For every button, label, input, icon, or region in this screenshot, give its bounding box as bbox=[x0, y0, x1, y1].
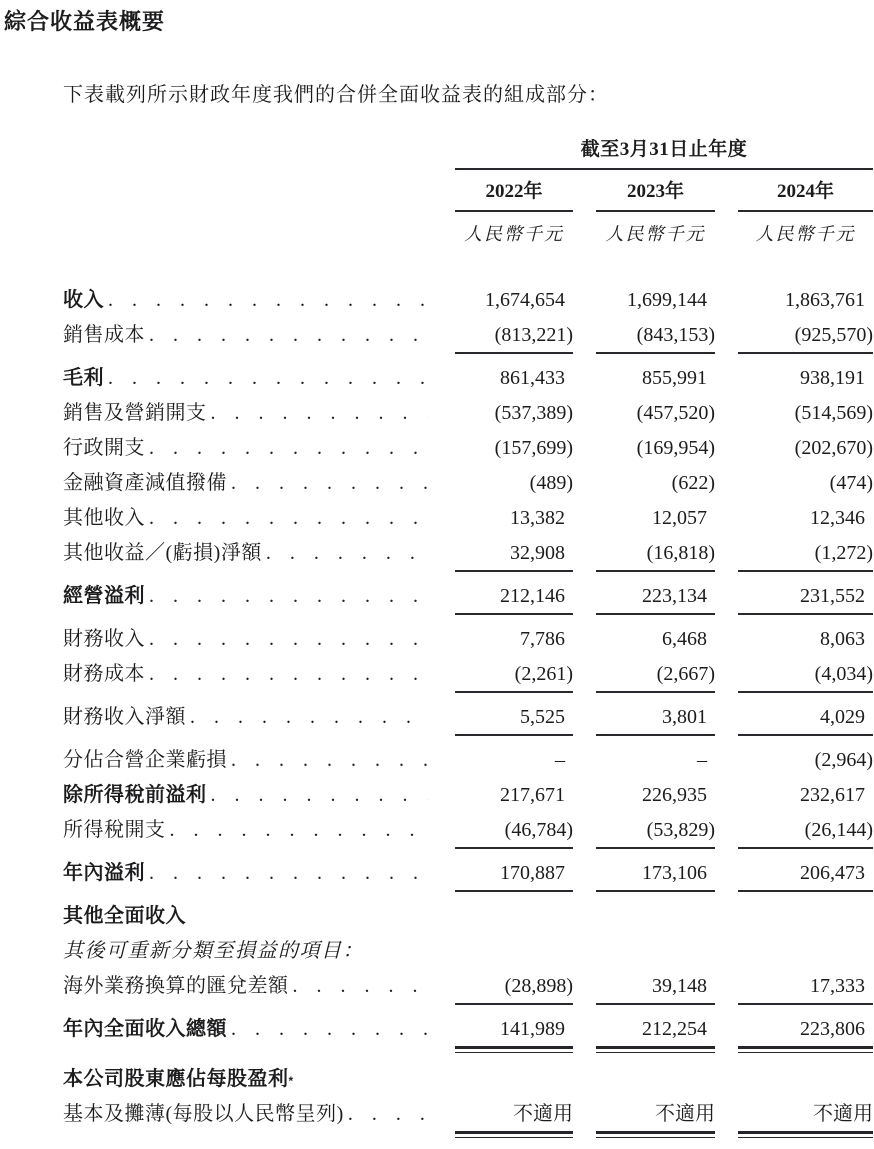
value-2024 bbox=[738, 1061, 873, 1096]
row-label: 財務收入 bbox=[63, 628, 145, 650]
row-label-cell bbox=[63, 933, 432, 968]
row-label: 其他收入 bbox=[63, 507, 145, 529]
table-row bbox=[63, 742, 873, 777]
table-header-years-row bbox=[63, 170, 873, 212]
dot-leaders bbox=[149, 862, 428, 884]
value-2022: (813,221) bbox=[455, 317, 573, 354]
row-label-cell bbox=[63, 742, 432, 777]
value-2024: 17,333 bbox=[738, 968, 873, 1005]
table-body bbox=[63, 282, 873, 1134]
period-header: 截至3月31日止年度 bbox=[455, 138, 873, 170]
dot-leaders bbox=[293, 975, 429, 997]
value-2024: 938,191 bbox=[800, 367, 865, 389]
dot-leaders bbox=[211, 402, 429, 424]
row-label: 分佔合營企業虧損 bbox=[63, 749, 227, 771]
table-row bbox=[63, 968, 873, 1005]
table-row bbox=[63, 656, 873, 693]
value-2023: 不適用 bbox=[596, 1096, 715, 1134]
row-label-cell bbox=[63, 500, 432, 535]
value-2023: – bbox=[697, 749, 707, 771]
table-row bbox=[63, 360, 873, 395]
row-label-cell bbox=[63, 395, 432, 430]
value-2022: 13,382 bbox=[510, 507, 565, 529]
dot-leaders bbox=[149, 324, 428, 346]
unit-label-2022: 人民幣千元 bbox=[464, 224, 564, 244]
row-label-cell bbox=[63, 898, 432, 933]
value-2024: 232,617 bbox=[800, 784, 865, 806]
row-label: 年內全面收入總額 bbox=[63, 1018, 227, 1040]
header-spacer bbox=[63, 212, 432, 246]
table-row bbox=[63, 500, 873, 535]
table-row bbox=[63, 317, 873, 354]
row-label: 行政開支 bbox=[63, 437, 145, 459]
dot-leaders bbox=[211, 784, 429, 806]
value-2022: (2,261) bbox=[455, 656, 573, 693]
row-label: 財務收入淨額 bbox=[63, 706, 186, 728]
dot-leaders bbox=[149, 437, 428, 459]
dot-leaders bbox=[108, 289, 428, 311]
value-2024: (1,272) bbox=[738, 535, 873, 572]
row-label: 除所得稅前溢利 bbox=[63, 784, 207, 806]
table-row bbox=[63, 578, 873, 615]
value-2022: 5,525 bbox=[455, 699, 573, 736]
value-2022: 141,989 bbox=[455, 1011, 573, 1049]
value-2022: 7,786 bbox=[520, 628, 565, 650]
row-label: 其他收益／(虧損)淨額 bbox=[63, 542, 262, 564]
dot-leaders bbox=[231, 472, 428, 494]
value-2023: 12,057 bbox=[652, 507, 707, 529]
row-label-cell bbox=[63, 777, 432, 812]
dot-leaders bbox=[108, 367, 428, 389]
dot-leaders bbox=[266, 542, 428, 564]
value-2022 bbox=[455, 898, 573, 933]
value-2022: (28,898) bbox=[455, 968, 573, 1005]
value-2022 bbox=[455, 933, 573, 968]
dot-leaders bbox=[149, 507, 428, 529]
value-2024: 12,346 bbox=[810, 507, 865, 529]
row-label-cell bbox=[63, 282, 432, 317]
value-2024: 4,029 bbox=[738, 699, 873, 736]
row-label: 年內溢利 bbox=[63, 862, 145, 884]
table-row bbox=[63, 777, 873, 812]
value-2024: 206,473 bbox=[738, 855, 873, 892]
row-label-cell bbox=[63, 360, 432, 395]
table-row bbox=[63, 1096, 873, 1134]
table-row bbox=[63, 465, 873, 500]
row-label: 其他全面收入 bbox=[63, 905, 186, 927]
value-2023: 223,134 bbox=[596, 578, 715, 615]
row-label-cell bbox=[63, 430, 432, 465]
value-2024: 223,806 bbox=[738, 1011, 873, 1049]
value-2023: 173,106 bbox=[596, 855, 715, 892]
table-row bbox=[63, 535, 873, 572]
value-2023 bbox=[596, 933, 715, 968]
value-2022 bbox=[455, 1061, 573, 1096]
table-row bbox=[63, 1011, 873, 1049]
row-label-cell bbox=[63, 578, 432, 615]
value-2024 bbox=[738, 898, 873, 933]
table-row bbox=[63, 855, 873, 892]
dot-leaders bbox=[231, 749, 428, 771]
col-header-2022: 2022年 bbox=[455, 170, 573, 212]
value-2023: (16,818) bbox=[596, 535, 715, 572]
value-2022: 217,671 bbox=[500, 784, 565, 806]
row-label: 財務成本 bbox=[63, 663, 145, 685]
row-label-cell bbox=[63, 621, 432, 656]
row-label: 海外業務換算的匯兌差額 bbox=[63, 975, 289, 997]
value-2023: (53,829) bbox=[596, 812, 715, 849]
dot-leaders bbox=[149, 585, 428, 607]
value-2023 bbox=[596, 898, 715, 933]
col-header-2023: 2023年 bbox=[596, 170, 715, 212]
value-2024: 231,552 bbox=[738, 578, 873, 615]
value-2022: 32,908 bbox=[455, 535, 573, 572]
row-label-cell bbox=[63, 1096, 432, 1134]
row-label: 毛利 bbox=[63, 367, 104, 389]
value-2023: (843,153) bbox=[596, 317, 715, 354]
value-2023: 855,991 bbox=[642, 367, 707, 389]
value-2024: 不適用 bbox=[738, 1096, 873, 1134]
row-label-cell bbox=[63, 656, 432, 693]
dot-leaders bbox=[170, 819, 429, 841]
value-2023: 1,699,144 bbox=[627, 289, 707, 311]
row-label-cell bbox=[63, 1011, 432, 1049]
row-label-cell bbox=[63, 465, 432, 500]
row-label-cell bbox=[63, 535, 432, 572]
row-label: 其後可重新分類至損益的項目： bbox=[63, 940, 364, 962]
value-2024 bbox=[738, 933, 873, 968]
table-header-period-row bbox=[63, 138, 873, 170]
value-2023: (169,954) bbox=[636, 437, 715, 459]
value-2024: 8,063 bbox=[820, 628, 865, 650]
value-2023: 3,801 bbox=[596, 699, 715, 736]
row-label-cell bbox=[63, 855, 432, 892]
row-label: 銷售及營銷開支 bbox=[63, 402, 207, 424]
intro-paragraph: 下表載列所示財政年度我們的合併全面收益表的組成部分： bbox=[63, 84, 609, 106]
table-row bbox=[63, 898, 873, 933]
value-2023: 226,935 bbox=[642, 784, 707, 806]
table-row bbox=[63, 1061, 873, 1096]
value-2022: 861,433 bbox=[500, 367, 565, 389]
row-label-cell bbox=[63, 812, 432, 849]
value-2024: (4,034) bbox=[738, 656, 873, 693]
value-2023: 6,468 bbox=[662, 628, 707, 650]
value-2022: – bbox=[555, 749, 565, 771]
value-2024: (514,569) bbox=[794, 402, 873, 424]
value-2022: 170,887 bbox=[455, 855, 573, 892]
unit-label-2024: 人民幣千元 bbox=[755, 224, 856, 244]
value-2022: (537,389) bbox=[494, 402, 573, 424]
dot-leaders bbox=[190, 706, 428, 728]
table-row bbox=[63, 395, 873, 430]
value-2022: 不適用 bbox=[455, 1096, 573, 1134]
table-row bbox=[63, 430, 873, 465]
row-label-cell bbox=[63, 699, 432, 736]
row-label: 金融資產減值撥備 bbox=[63, 472, 227, 494]
col-header-2024: 2024年 bbox=[738, 170, 873, 212]
value-2023: (457,520) bbox=[636, 402, 715, 424]
row-label: 基本及攤薄(每股以人民幣呈列) bbox=[63, 1103, 344, 1125]
row-label: 經營溢利 bbox=[63, 585, 145, 607]
row-label: 所得稅開支 bbox=[63, 819, 166, 841]
dot-leaders bbox=[149, 628, 428, 650]
row-label: 收入 bbox=[63, 289, 104, 311]
row-label: 銷售成本 bbox=[63, 324, 145, 346]
value-2022: 1,674,654 bbox=[485, 289, 565, 311]
row-label-cell: 本公司股東應佔每股盈利 * bbox=[63, 1068, 294, 1090]
row-label-cell bbox=[63, 317, 432, 354]
table-row bbox=[63, 282, 873, 317]
table-row bbox=[63, 812, 873, 849]
dot-leaders bbox=[149, 663, 428, 685]
table-header-units-row bbox=[63, 212, 873, 246]
value-2023 bbox=[596, 1061, 715, 1096]
value-2024: (26,144) bbox=[738, 812, 873, 849]
value-2023: (622) bbox=[671, 472, 715, 494]
section-title: 綜合收益表概要 bbox=[4, 9, 166, 34]
value-2024: (2,964) bbox=[814, 749, 873, 771]
row-label: 本公司股東應佔每股盈利 bbox=[63, 1068, 289, 1090]
table-row bbox=[63, 699, 873, 736]
value-2024: (925,570) bbox=[738, 317, 873, 354]
row-label-cell bbox=[63, 968, 432, 1005]
unit-label-2023: 人民幣千元 bbox=[605, 224, 706, 244]
value-2023: (2,667) bbox=[596, 656, 715, 693]
header-spacer bbox=[63, 170, 432, 212]
dot-leaders bbox=[231, 1018, 428, 1040]
value-2024: 1,863,761 bbox=[785, 289, 865, 311]
value-2022: 212,146 bbox=[455, 578, 573, 615]
value-2023: 39,148 bbox=[596, 968, 715, 1005]
value-2024: (474) bbox=[829, 472, 873, 494]
income-statement-table bbox=[63, 138, 873, 1134]
value-2022: (157,699) bbox=[494, 437, 573, 459]
value-2023: 212,254 bbox=[596, 1011, 715, 1049]
header-spacer bbox=[63, 138, 432, 170]
value-2022: (489) bbox=[529, 472, 573, 494]
dot-leaders bbox=[348, 1103, 428, 1125]
value-2022: (46,784) bbox=[455, 812, 573, 849]
table-row bbox=[63, 621, 873, 656]
value-2024: (202,670) bbox=[794, 437, 873, 459]
table-row bbox=[63, 933, 873, 968]
